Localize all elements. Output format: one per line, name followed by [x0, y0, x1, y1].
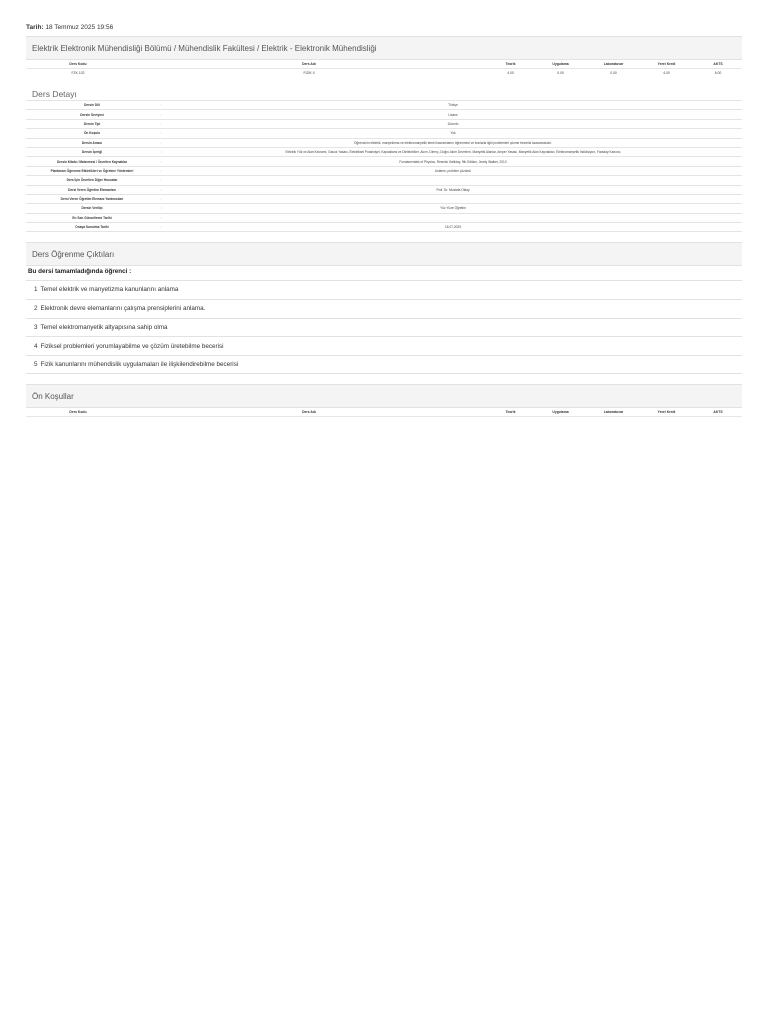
- detail-value: [164, 213, 742, 222]
- cell-yerel-kredi: 4.00: [663, 71, 670, 75]
- outcomes-intro: Bu dersi tamamladığında öğrenci :: [28, 268, 132, 275]
- detail-key: Planlanan Öğrenme Etkinlikleri ve Öğretme Yöntemleri: [26, 166, 158, 175]
- prereq-table: [26, 408, 742, 417]
- detail-separator: :: [158, 185, 164, 194]
- detail-key: Onaya Sunulma Tarihi: [26, 223, 158, 232]
- detail-separator: :: [158, 119, 164, 128]
- detail-row: [26, 101, 742, 110]
- header-yerel-kredi: Yerel Kredi: [639, 60, 694, 69]
- header-laboratuvar: Laboratuvar: [588, 60, 639, 69]
- detail-row: [26, 185, 742, 194]
- cell-uygulama: 0.00: [557, 71, 564, 75]
- detail-row: [26, 129, 742, 138]
- detail-value: [164, 176, 742, 185]
- detail-separator: :: [158, 223, 164, 232]
- header-akts: AKTS: [694, 60, 742, 69]
- list-item: [26, 318, 742, 337]
- detail-separator: :: [158, 129, 164, 138]
- detail-row: [26, 194, 742, 203]
- detail-value: 16.07.2025: [164, 223, 742, 232]
- date-label: Tarih:: [26, 24, 44, 31]
- date-value: 18 Temmuz 2025 19:56: [45, 24, 114, 31]
- program-header: [26, 36, 742, 60]
- outcome-text: Temel elektromanyetik altyapısına sahip olma: [40, 323, 168, 331]
- outcome-number: 1: [34, 286, 38, 294]
- outcome-number: 4: [34, 342, 38, 350]
- detail-row: [26, 110, 742, 119]
- detail-value: Yok: [164, 129, 742, 138]
- header-yerel-kredi: Yerel Kredi: [639, 408, 694, 417]
- outcome-text: Elektronik devre elemanlarını çalışma prensiplerini anlama.: [40, 305, 206, 313]
- prereq-table-header: [26, 408, 742, 417]
- prereq-header: [26, 384, 742, 408]
- detail-separator: :: [158, 213, 164, 222]
- detail-value: Zorunlu: [164, 119, 742, 128]
- course-table: [26, 60, 742, 77]
- program-breadcrumb: Elektrik Elektronik Mühendisliği Bölümü / Mühendislik Fakültesi / Elektrik - Elektronik Mühendisliği: [32, 43, 377, 53]
- detail-key: Dersi Veren Öğretim Elemanları: [26, 185, 158, 194]
- detail-row: [26, 138, 742, 147]
- detail-row: [26, 147, 742, 156]
- list-item: [26, 280, 742, 299]
- detail-separator: :: [158, 176, 164, 185]
- detail-separator: :: [158, 166, 164, 175]
- detail-value: Elektrik Yük ve Alan Kavramı, Gauss Yasası, Elektriksel Potansiyel, Kapasitans ve Dielektrikler, Akım, Direnç, Doğru Akım Devreleri, Manyetik Alanlar, Amper Yasası, Manyetik Alan Kaynakları, Elektromanyetik İndüksiyon, Faraday Kanunu: [164, 147, 742, 156]
- outcome-text: Temel elektrik ve manyetizma kanunlarını anlama: [40, 286, 179, 294]
- detail-value: Prof. Dr. Mustafa Oktay: [164, 185, 742, 194]
- detail-separator: :: [158, 204, 164, 213]
- detail-value: Yüz Yüze Öğretim: [164, 204, 742, 213]
- detail-key: Dersin Kitabı / Malzemesi / Önerilen Kaynaklar: [26, 157, 158, 166]
- detail-value: Lisans: [164, 110, 742, 119]
- header-akts: AKTS: [694, 408, 742, 417]
- header-ders-adi: Ders Adı: [130, 60, 488, 69]
- detail-separator: :: [158, 101, 164, 110]
- detail-key: Dersin İçeriği: [26, 147, 158, 156]
- cell-ders-adi: FİZİK II: [303, 71, 315, 75]
- header-laboratuvar: Laboratuvar: [588, 408, 639, 417]
- header-teorik: Teorik: [488, 408, 533, 417]
- outcome-number: 2: [34, 305, 38, 313]
- detail-separator: :: [158, 194, 164, 203]
- detail-value: Öğrencinin elektrik, manyetizma ve elektromanyetik temel kavramlarını öğrenmesi ve bunlarla ilgili problemleri çözme becerisi kazanmasıdır.: [164, 138, 742, 147]
- detail-value: Fundamentals of Physics, Resnick Halliday, 9th Edition, Jearly Walker, 2010: [164, 157, 742, 166]
- detail-row: [26, 223, 742, 232]
- detail-separator: :: [158, 147, 164, 156]
- detail-row: [26, 119, 742, 128]
- detail-key: Ders İçin Önerilen Diğer Hususlar: [26, 176, 158, 185]
- detail-row: [26, 176, 742, 185]
- detail-row: [26, 166, 742, 175]
- detail-row: [26, 204, 742, 213]
- detail-key: Dersin Verilişi: [26, 204, 158, 213]
- header-teorik: Teorik: [488, 60, 533, 69]
- detail-row: [26, 157, 742, 166]
- header-uygulama: Uygulama: [533, 60, 588, 69]
- detail-value: Türkçe: [164, 101, 742, 110]
- detail-separator: :: [158, 138, 164, 147]
- report-date: [26, 24, 113, 31]
- details-title: Ders Detayı: [32, 89, 77, 99]
- course-table-header: [26, 60, 742, 69]
- cell-laboratuvar: 0.00: [610, 71, 617, 75]
- cell-ders-kodu: FZK 102: [71, 71, 85, 75]
- detail-key: En Son Güncelleme Tarihi: [26, 213, 158, 222]
- header-ders-kodu: Ders Kodu: [26, 60, 130, 69]
- header-uygulama: Uygulama: [533, 408, 588, 417]
- outcome-text: Fizik kanunlarını mühendislik uygulamaları ile ilişkilendirebilme becerisi: [40, 361, 239, 369]
- detail-separator: :: [158, 110, 164, 119]
- outcomes-title: Ders Öğrenme Çıktıları: [32, 249, 115, 259]
- cell-teorik: 4.00: [507, 71, 514, 75]
- header-ders-adi: Ders Adı: [130, 408, 488, 417]
- detail-separator: :: [158, 157, 164, 166]
- outcome-text: Fiziksel problemleri yorumlayabilme ve çözüm üretebilme becerisi: [40, 342, 224, 350]
- detail-key: Dersin Dili: [26, 101, 158, 110]
- list-item: [26, 336, 742, 355]
- table-row: [26, 69, 742, 78]
- detail-row: [26, 213, 742, 222]
- list-item: [26, 299, 742, 318]
- detail-key: Dersin Tipi: [26, 119, 158, 128]
- outcomes-list: [26, 280, 742, 374]
- detail-key: Dersi Veren Öğretim Elemanı Yardımcıları: [26, 194, 158, 203]
- detail-value: [164, 194, 742, 203]
- outcomes-header: [26, 242, 742, 266]
- prereq-title: Ön Koşullar: [32, 391, 74, 401]
- list-item: [26, 355, 742, 374]
- outcome-number: 3: [34, 323, 38, 331]
- detail-key: Ön Koşulu: [26, 129, 158, 138]
- cell-akts: 6.00: [714, 71, 722, 75]
- details-table: [26, 100, 742, 232]
- detail-value: Anlatım, problem çözümü: [164, 166, 742, 175]
- header-ders-kodu: Ders Kodu: [26, 408, 130, 417]
- detail-key: Dersin Seviyesi: [26, 110, 158, 119]
- detail-key: Dersin Amacı: [26, 138, 158, 147]
- outcome-number: 5: [34, 361, 38, 369]
